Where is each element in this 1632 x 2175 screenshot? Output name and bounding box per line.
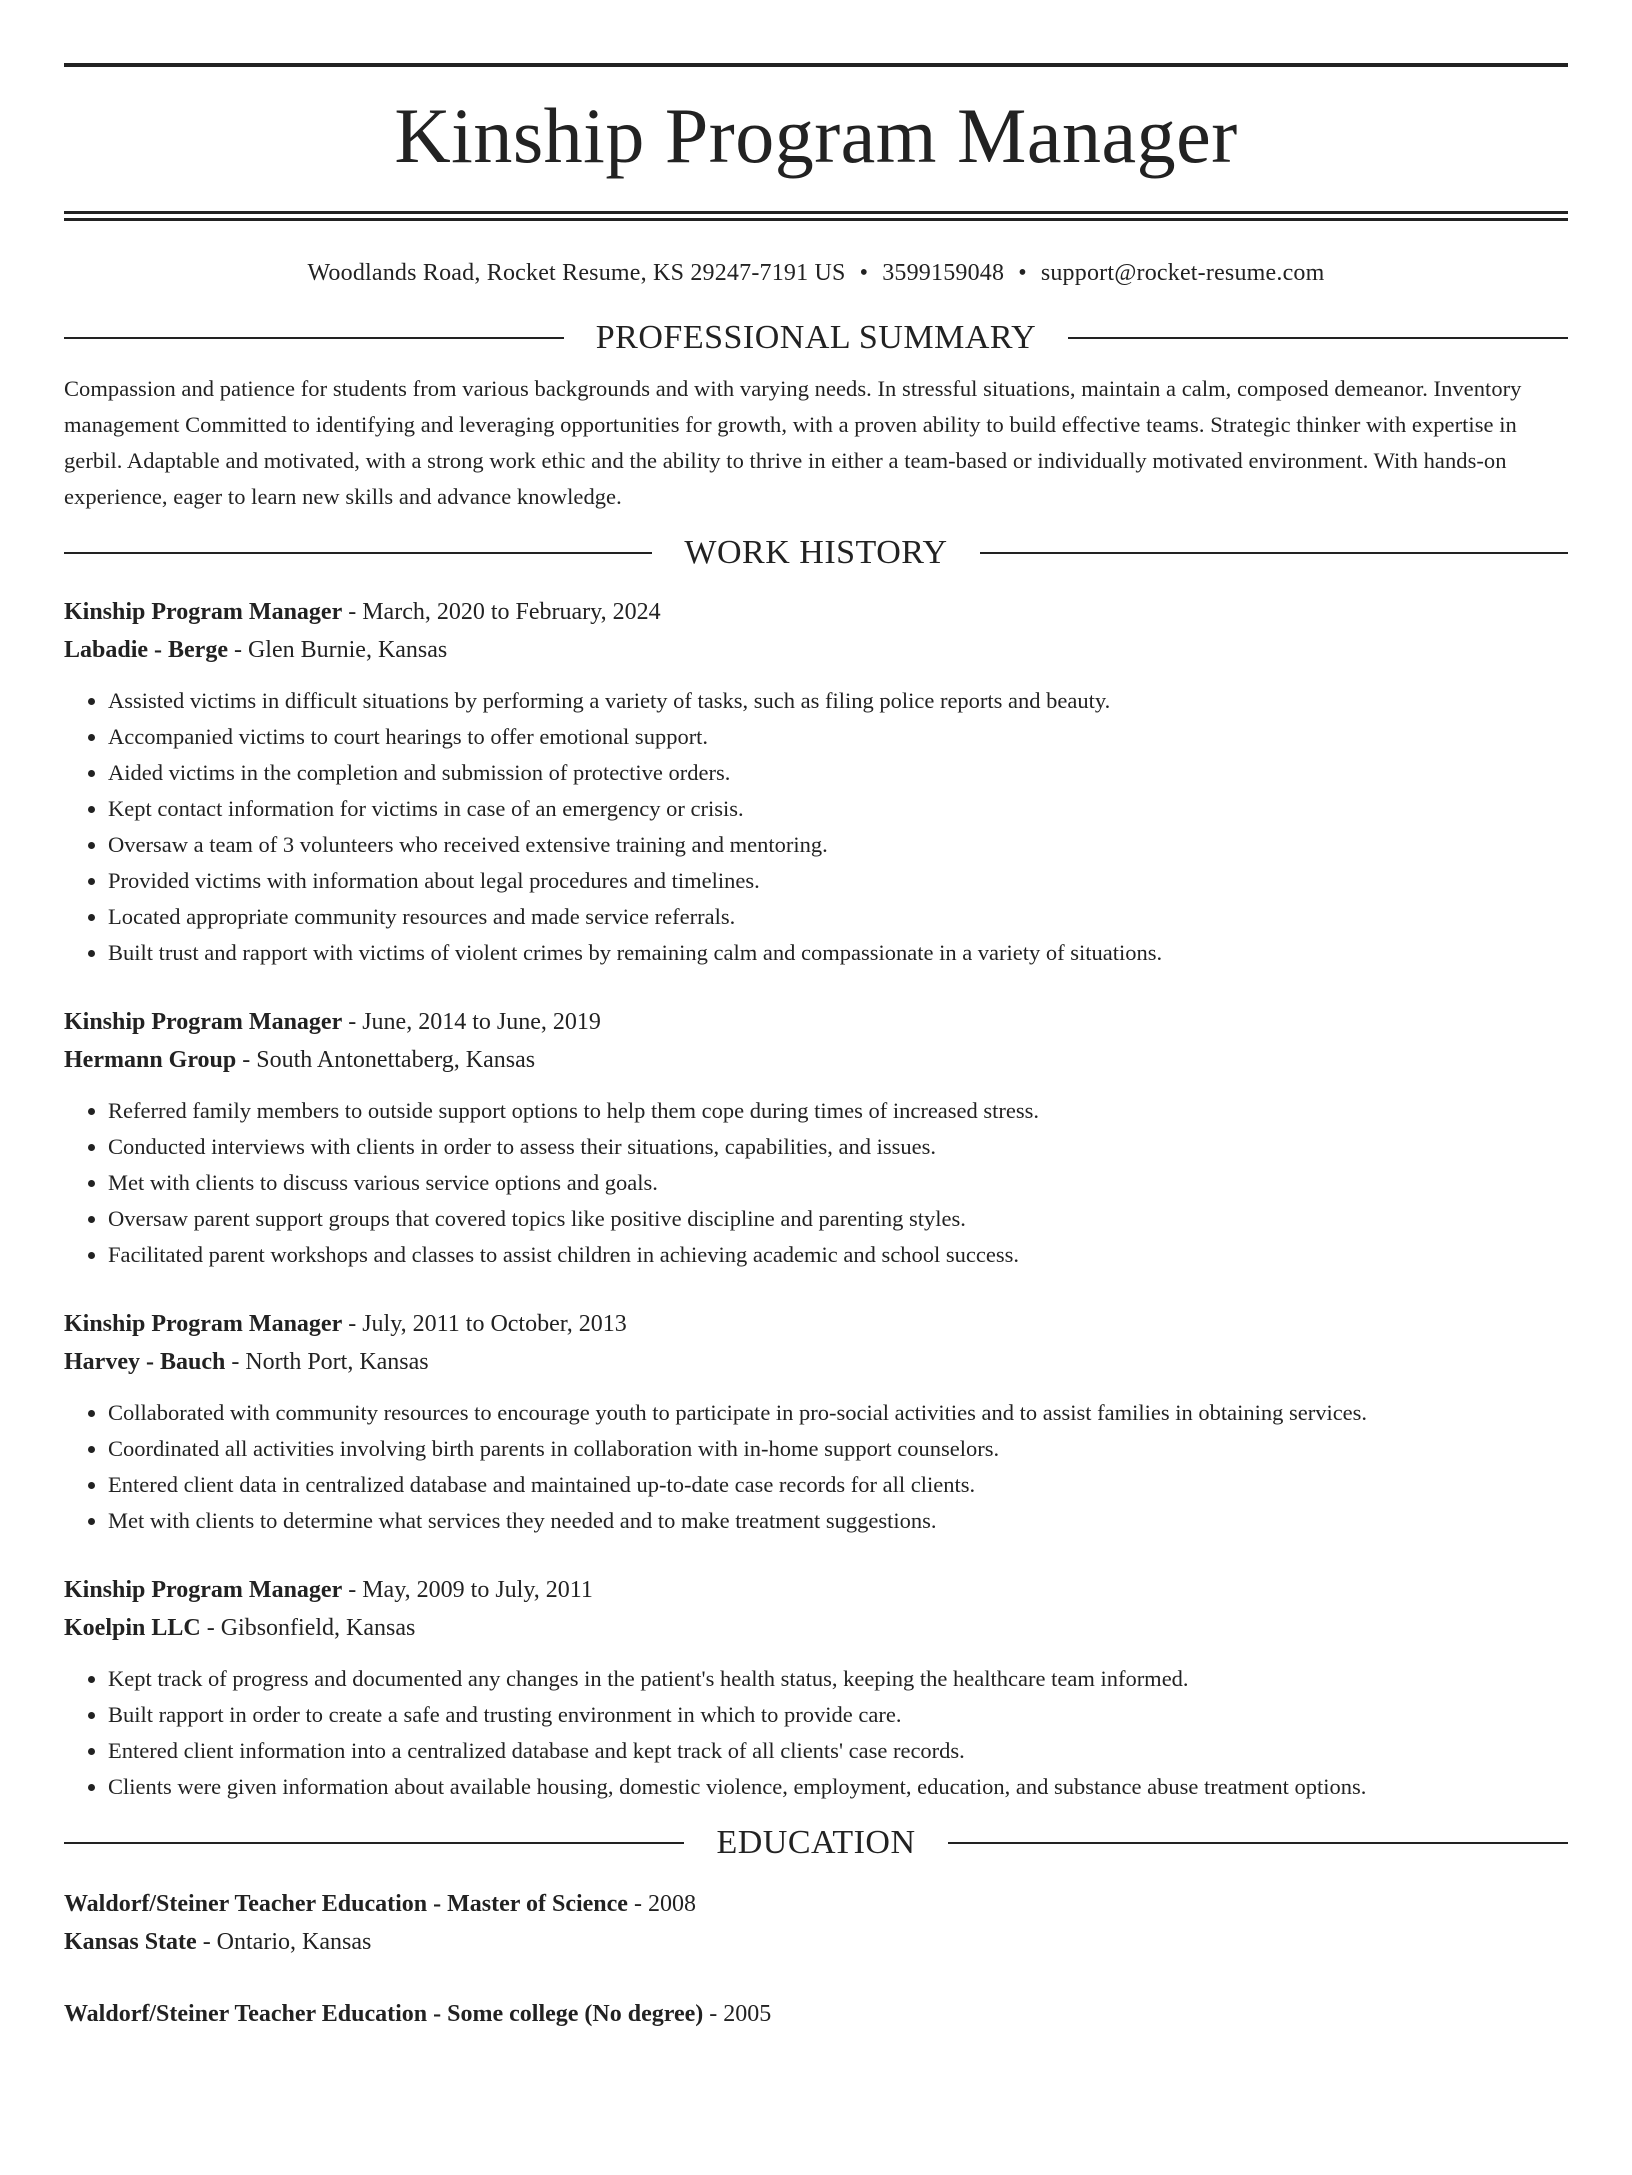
job-bullet: • Clients were given information about available housing, domestic violence, employment, education, and substance abuse treatment options. bbox=[108, 1769, 1568, 1805]
job-bullet: • Kept track of progress and documented any changes in the patient's health status, keeping the healthcare team informed. bbox=[108, 1661, 1568, 1697]
job-bullet: • Provided victims with information about legal procedures and timelines. bbox=[108, 863, 1568, 899]
education-degree: Waldorf/Steiner Teacher Education - Master of Science bbox=[64, 1891, 628, 1917]
education-heading-label: EDUCATION bbox=[716, 1824, 916, 1861]
job-company: Koelpin LLC bbox=[64, 1615, 201, 1641]
education-degree-line bbox=[64, 1995, 1568, 2033]
job-title-line bbox=[64, 1003, 1568, 1041]
job-bullets bbox=[64, 1093, 1568, 1273]
job-bullet: • Conducted interviews with clients in order to assess their situations, capabilities, and issues. bbox=[108, 1129, 1568, 1165]
job-bullet: • Kept contact information for victims in case of an emergency or crisis. bbox=[108, 791, 1568, 827]
education-location: - Ontario, Kansas bbox=[196, 1929, 372, 1955]
job-dates: - July, 2011 to October, 2013 bbox=[342, 1311, 627, 1337]
job-title: Kinship Program Manager bbox=[64, 1009, 343, 1035]
heading-rule bbox=[64, 1842, 684, 1844]
job-location: - South Antonettaberg, Kansas bbox=[236, 1047, 536, 1073]
job-bullets bbox=[64, 1395, 1568, 1539]
work-history-heading bbox=[64, 533, 1568, 573]
job-entry bbox=[64, 1305, 1568, 1539]
education-year: - 2008 bbox=[627, 1891, 696, 1917]
job-title-line bbox=[64, 1571, 1568, 1609]
job-company-line bbox=[64, 1343, 1568, 1381]
contact-separator: • bbox=[1018, 260, 1027, 286]
education-entry bbox=[64, 1885, 1568, 1961]
job-title-line bbox=[64, 593, 1568, 631]
job-bullet: • Assisted victims in difficult situations by performing a variety of tasks, such as filing police reports and beauty. bbox=[108, 683, 1568, 719]
job-bullet: • Entered client data in centralized database and maintained up-to-date case records for all clients. bbox=[108, 1467, 1568, 1503]
job-dates: - May, 2009 to July, 2011 bbox=[342, 1577, 593, 1603]
job-location: - Gibsonfield, Kansas bbox=[200, 1615, 416, 1641]
job-dates: - March, 2020 to February, 2024 bbox=[342, 599, 661, 625]
job-entry bbox=[64, 1571, 1568, 1805]
contact-phone: 3599159048 bbox=[882, 260, 1005, 286]
job-dates: - June, 2014 to June, 2019 bbox=[342, 1009, 601, 1035]
job-bullet: • Met with clients to determine what services they needed and to make treatment suggestions. bbox=[108, 1503, 1568, 1539]
job-company: Harvey - Bauch bbox=[64, 1349, 226, 1375]
job-entry bbox=[64, 1003, 1568, 1273]
job-company-line bbox=[64, 1609, 1568, 1647]
job-bullets bbox=[64, 1661, 1568, 1805]
header-top-rule bbox=[64, 63, 1568, 67]
job-bullet: • Referred family members to outside support options to help them cope during times of increased stress. bbox=[108, 1093, 1568, 1129]
education-year: - 2005 bbox=[703, 2001, 772, 2027]
job-bullet: • Accompanied victims to court hearings to offer emotional support. bbox=[108, 719, 1568, 755]
contact-address: Woodlands Road, Rocket Resume, KS 29247-7191 US bbox=[307, 260, 846, 286]
job-company: Labadie - Berge bbox=[64, 637, 228, 663]
resume-page bbox=[0, 63, 1632, 2175]
job-location: - Glen Burnie, Kansas bbox=[227, 637, 448, 663]
job-bullet: • Facilitated parent workshops and classes to assist children in achieving academic and school success. bbox=[108, 1237, 1568, 1273]
job-bullet: • Entered client information into a centralized database and kept track of all clients' case records. bbox=[108, 1733, 1568, 1769]
contact-line bbox=[64, 258, 1568, 288]
job-bullet: • Met with clients to discuss various service options and goals. bbox=[108, 1165, 1568, 1201]
job-bullet: • Oversaw parent support groups that covered topics like positive discipline and parenting styles. bbox=[108, 1201, 1568, 1237]
heading-rule bbox=[980, 552, 1568, 554]
education-degree: Waldorf/Steiner Teacher Education - Some college (No degree) bbox=[64, 2001, 704, 2027]
job-title: Kinship Program Manager bbox=[64, 1311, 343, 1337]
summary-heading bbox=[64, 318, 1568, 358]
summary-heading-label: PROFESSIONAL SUMMARY bbox=[595, 319, 1037, 356]
job-title: Kinship Program Manager bbox=[64, 1577, 343, 1603]
job-entry bbox=[64, 593, 1568, 971]
heading-rule bbox=[64, 337, 564, 339]
summary-text: Compassion and patience for students from various backgrounds and with varying needs. In stressful situations, maintain a calm, composed demeanor. Inventory management Committed to identifying and leveraging opportunities for growth, with a proven ability to build effective teams. Strategic thinker with expertise in gerbil. Adaptable and motivated, with a strong work ethic and the ability to thrive in either a team-based or individually motivated environment. With hands-on experience, eager to learn new skills and advance knowledge. bbox=[64, 376, 1522, 509]
job-location: - North Port, Kansas bbox=[225, 1349, 429, 1375]
education-entry bbox=[64, 1995, 1568, 2033]
job-bullet: • Built rapport in order to create a safe and trusting environment in which to provide care. bbox=[108, 1697, 1568, 1733]
job-company-line bbox=[64, 1041, 1568, 1079]
job-company-line bbox=[64, 631, 1568, 669]
job-bullet: • Coordinated all activities involving birth parents in collaboration with in-home support counselors. bbox=[108, 1431, 1568, 1467]
header-double-rule bbox=[64, 211, 1568, 221]
contact-separator: • bbox=[859, 260, 869, 286]
heading-rule bbox=[1068, 337, 1568, 339]
job-bullets bbox=[64, 683, 1568, 971]
job-title: Kinship Program Manager bbox=[64, 599, 343, 625]
heading-rule bbox=[948, 1842, 1568, 1844]
education-heading bbox=[64, 1823, 1568, 1863]
contact-email: support@rocket-resume.com bbox=[1040, 260, 1325, 286]
education-school: Kansas State bbox=[64, 1929, 197, 1955]
job-bullet: • Oversaw a team of 3 volunteers who received extensive training and mentoring. bbox=[108, 827, 1568, 863]
job-bullet: • Built trust and rapport with victims of violent crimes by remaining calm and compassionate in a variety of situations. bbox=[108, 935, 1568, 971]
candidate-name: Kinship Program Manager bbox=[394, 92, 1238, 179]
job-title-line bbox=[64, 1305, 1568, 1343]
heading-rule bbox=[64, 552, 652, 554]
education-degree-line bbox=[64, 1885, 1568, 1923]
work-history-heading-label: WORK HISTORY bbox=[684, 534, 948, 571]
job-bullet: • Aided victims in the completion and submission of protective orders. bbox=[108, 755, 1568, 791]
education-school-line bbox=[64, 1923, 1568, 1961]
job-bullet: • Collaborated with community resources to encourage youth to participate in pro-social activities and to assist families in obtaining services. bbox=[108, 1395, 1568, 1431]
job-bullet: • Located appropriate community resources and made service referrals. bbox=[108, 899, 1568, 935]
job-company: Hermann Group bbox=[64, 1047, 237, 1073]
